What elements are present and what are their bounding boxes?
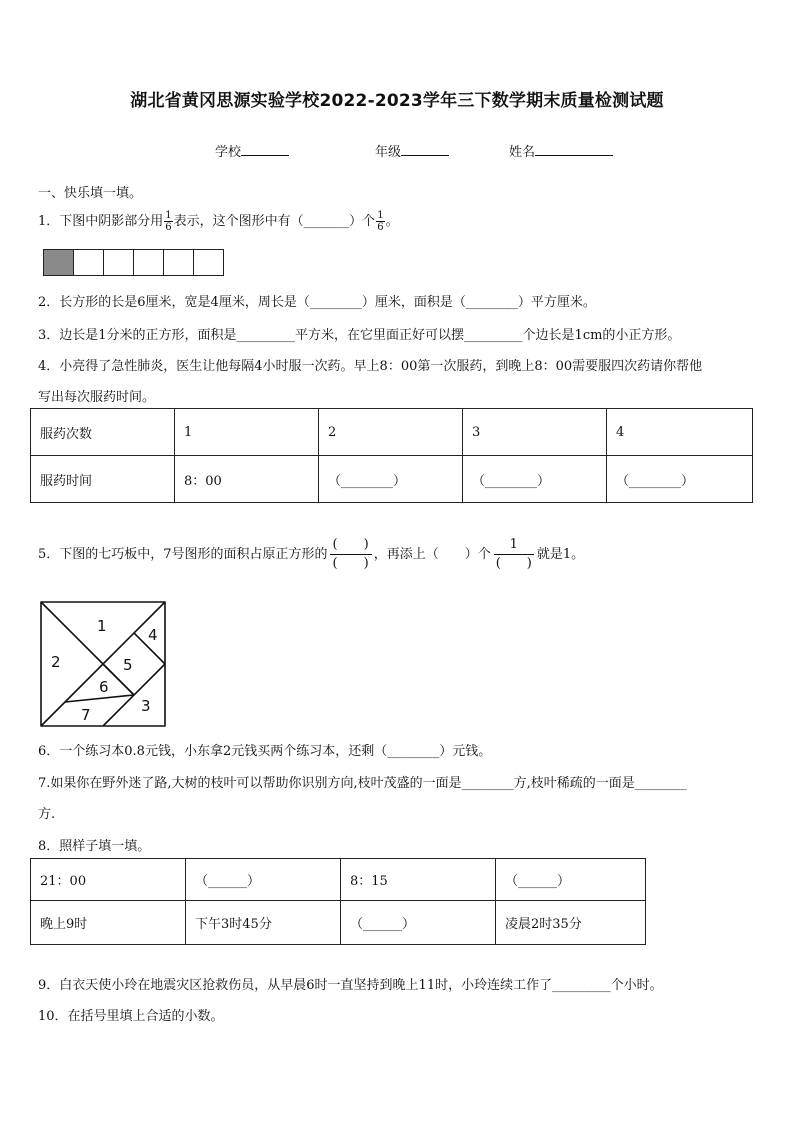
name-label: 姓名	[509, 145, 536, 160]
answer-cell[interactable]: （________）	[319, 456, 463, 503]
table-row	[31, 409, 753, 456]
name-input[interactable]	[535, 143, 613, 156]
strip-cell	[193, 249, 224, 276]
strip-cell	[133, 249, 164, 276]
table-cell: 下午3时45分	[186, 901, 341, 945]
tangram-figure	[39, 600, 167, 728]
table-cell: 凌晨2时35分	[496, 901, 646, 945]
shaded-cell	[43, 249, 74, 276]
grade-label: 年级	[375, 145, 402, 160]
piece-label: 2	[51, 653, 61, 671]
school-input[interactable]	[241, 143, 289, 156]
strip-cell	[103, 249, 134, 276]
answer-cell[interactable]: （______）	[496, 859, 646, 901]
table-row	[31, 859, 646, 901]
answer-cell[interactable]: （________）	[607, 456, 753, 503]
tangram-edge	[41, 702, 65, 726]
question-10: 10．在括号里填上合适的小数。	[38, 1009, 224, 1024]
piece-label: 6	[99, 678, 109, 696]
piece-label: 7	[81, 706, 91, 724]
question-8-heading: 8．照样子填一填。	[38, 839, 151, 854]
question-7-line-1: 7.如果你在野外迷了路,大树的枝叶可以帮助你识别方向,枝叶茂盛的一面是________方,枝叶稀疏的一面是________	[38, 776, 687, 791]
medicine-table	[30, 408, 753, 503]
question-2: 2．长方形的长是6厘米，宽是4厘米，周长是（________）厘米，面积是（________）平方厘米。	[38, 295, 596, 310]
fraction-blank[interactable]: $\frac{1}{( )}$	[495, 537, 532, 571]
tangram-edge	[65, 695, 134, 702]
name-field	[509, 141, 613, 160]
table-cell: 3	[463, 409, 607, 456]
piece-label: 5	[123, 656, 133, 674]
school-label: 学校	[215, 145, 242, 160]
grade-field	[375, 141, 449, 160]
question-7-line-2: 方.	[38, 807, 56, 822]
grade-input[interactable]	[401, 143, 449, 156]
shaded-strip-figure	[44, 249, 224, 276]
piece-label: 1	[97, 617, 107, 635]
question-3: 3．边长是1分米的正方形，面积是_________平方米，在它里面正好可以摆_________个边长是1cm的小正方形。	[38, 328, 681, 343]
question-4-line-2: 写出每次服药时间。	[38, 390, 156, 405]
answer-blank[interactable]: _______	[303, 214, 350, 229]
table-cell: 8：15	[341, 859, 496, 901]
strip-cell	[163, 249, 194, 276]
tangram-edge	[65, 602, 165, 702]
fraction-blank[interactable]: $\frac{( )}{( )}$	[330, 536, 372, 573]
question-5: 5．下图的七巧板中，7号图形的面积占原正方形的 $\frac{( )}{( )}$ ，再添上（ ）个 $\frac{1}{( )}$ 就是1。	[38, 537, 585, 571]
answer-cell[interactable]: （______）	[341, 901, 496, 945]
strip-cell	[73, 249, 104, 276]
table-cell: 服药次数	[31, 409, 175, 456]
table-cell: 4	[607, 409, 753, 456]
section-heading: 一、快乐填一填。	[38, 186, 143, 201]
school-field	[215, 141, 289, 160]
question-6: 6．一个练习本0.8元钱，小东拿2元钱买两个练习本，还剩（________）元钱。	[38, 744, 492, 759]
question-9: 9．白衣天使小玲在地震灾区抢救伤员，从早晨6时一直坚持到晚上11时，小玲连续工作了_________个小时。	[38, 978, 663, 993]
question-4-line-1: 4．小亮得了急性肺炎，医生让他每隔4小时服一次药。早上8：00第一次服药，到晚上8：00需要服四次药请你帮他	[38, 359, 703, 374]
table-cell: 晚上9时	[31, 901, 186, 945]
table-cell: 8：00	[175, 456, 319, 503]
page-title: 湖北省黄冈思源实验学校2022-2023学年三下数学期末质量检测试题	[130, 91, 664, 111]
piece-label: 4	[148, 626, 158, 644]
time-conversion-table	[30, 858, 646, 945]
table-cell: 1	[175, 409, 319, 456]
fraction-one-sixth: $\frac{1}{6}$	[165, 210, 172, 233]
table-row	[31, 456, 753, 503]
question-1: 1．下图中阴影部分用 $\frac{1}{6}$ 表示，这个图形中有（_______）个 $\frac{1}{6}$ 。	[38, 210, 399, 233]
table-cell: 2	[319, 409, 463, 456]
table-cell: 服药时间	[31, 456, 175, 503]
answer-cell[interactable]: （________）	[463, 456, 607, 503]
table-cell: 21：00	[31, 859, 186, 901]
piece-label: 3	[141, 697, 151, 715]
answer-cell[interactable]: （______）	[186, 859, 341, 901]
table-row	[31, 901, 646, 945]
fraction-one-sixth: $\frac{1}{6}$	[377, 210, 384, 233]
